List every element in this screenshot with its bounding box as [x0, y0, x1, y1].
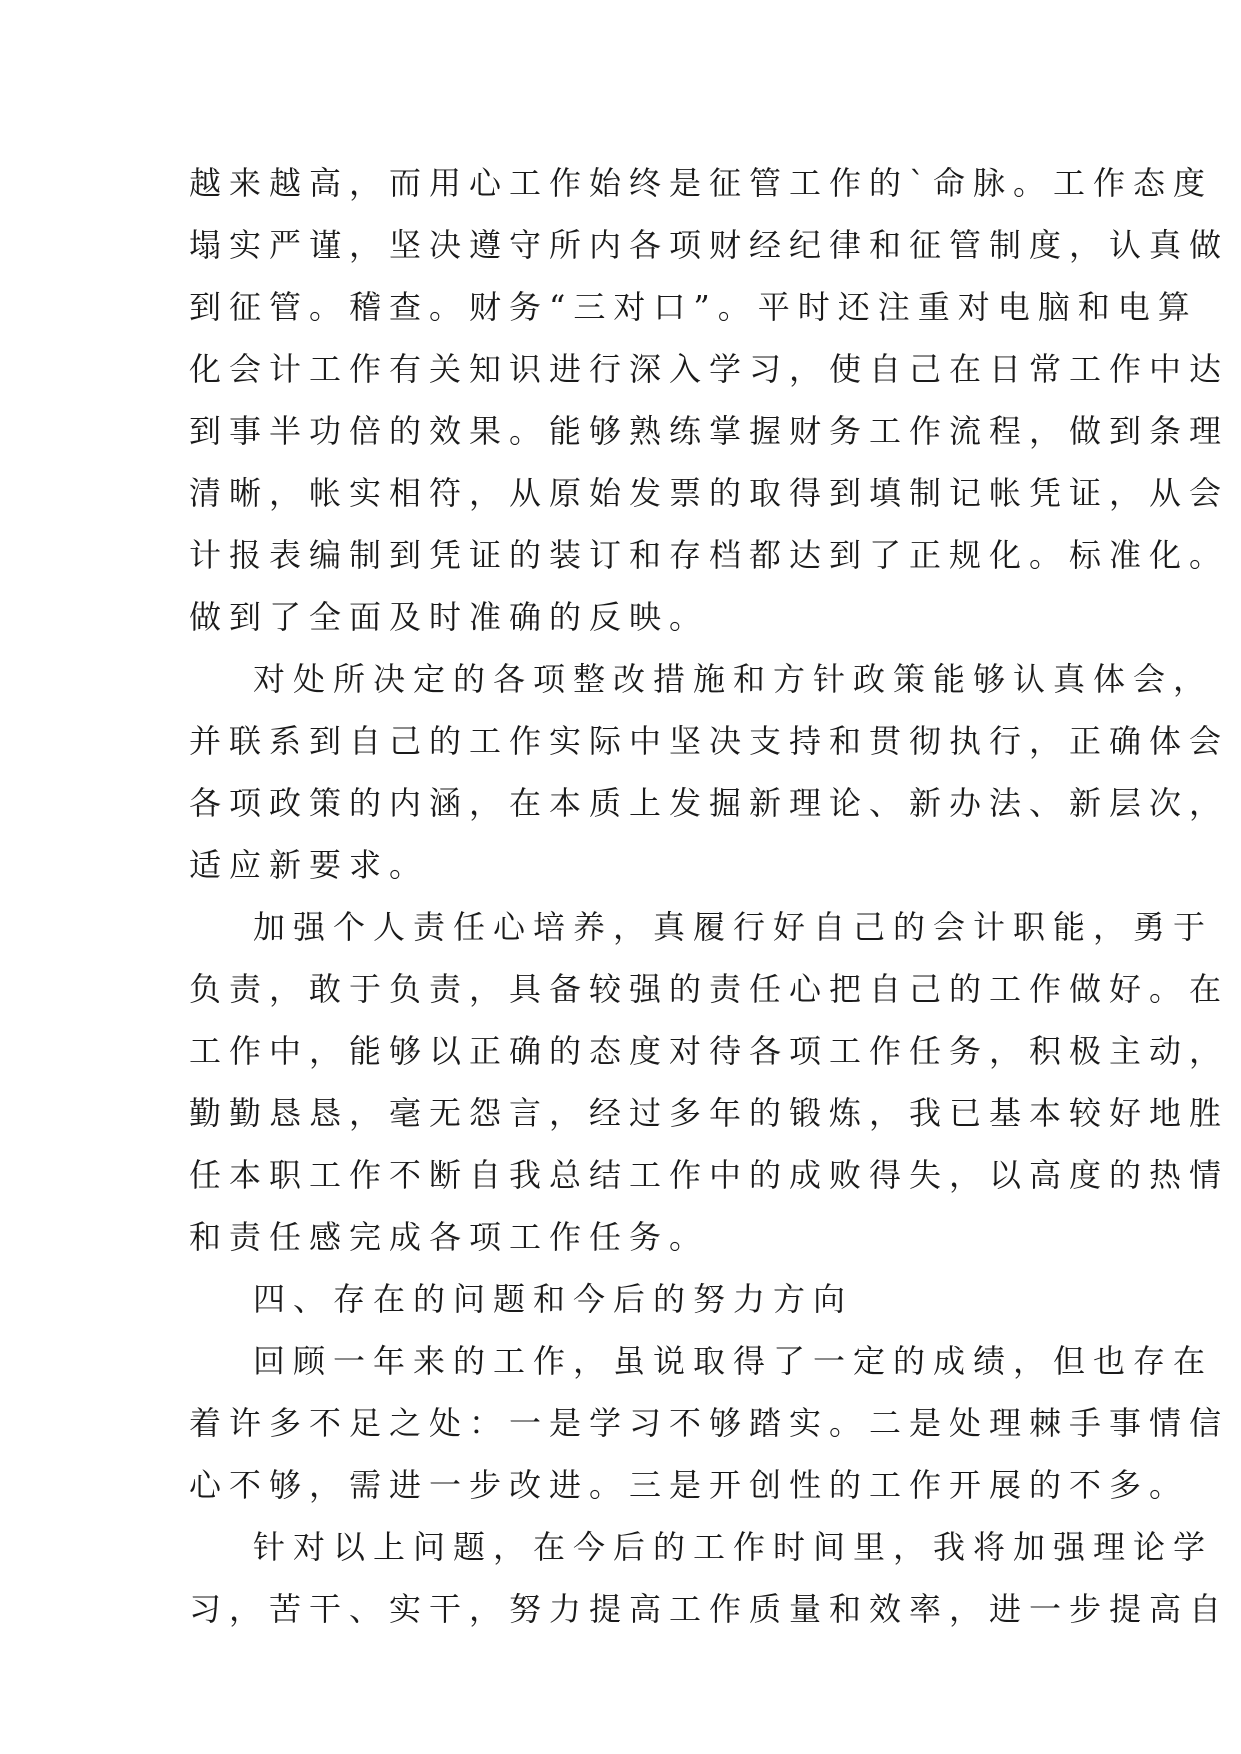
- text-line: 塌实严谨，坚决遵守所内各项财经纪律和征管制度，认真做: [189, 226, 1230, 264]
- text-line: 任本职工作不断自我总结工作中的成败得失，以高度的热情: [189, 1156, 1230, 1194]
- text-line: 着许多不足之处：一是学习不够踏实。二是处理棘手事情信: [189, 1404, 1230, 1442]
- text-line: 做到了全面及时准确的反映。: [189, 598, 710, 636]
- text-line: 化会计工作有关知识进行深入学习，使自己在日常工作中达: [189, 350, 1230, 388]
- document-body: [189, 152, 1230, 1640]
- text-line: 各项政策的内涵，在本质上发掘新理论、新办法、新层次，: [189, 784, 1230, 822]
- text-line: 心不够，需进一步改进。三是开创性的工作开展的不多。: [189, 1466, 1190, 1504]
- text-line: 工作中，能够以正确的态度对待各项工作任务，积极主动，: [189, 1032, 1230, 1070]
- text-line: 到事半功倍的效果。能够熟练掌握财务工作流程，做到条理: [189, 412, 1230, 450]
- text-line: 越来越高，而用心工作始终是征管工作的`命脉。工作态度: [189, 164, 1214, 202]
- paragraph-start-line: 对处所决定的各项整改措施和方针政策能够认真体会，: [253, 660, 1214, 698]
- text-line: 计报表编制到凭证的装订和存档都达到了正规化。标准化。: [189, 536, 1230, 574]
- text-line: 负责，敢于负责，具备较强的责任心把自己的工作做好。在: [189, 970, 1230, 1008]
- text-line: 和责任感完成各项工作任务。: [189, 1218, 710, 1256]
- text-line: 勤勤恳恳，毫无怨言，经过多年的锻炼，我已基本较好地胜: [189, 1094, 1230, 1132]
- paragraph-start-line: 针对以上问题，在今后的工作时间里，我将加强理论学: [253, 1528, 1214, 1566]
- text-line: 到征管。稽查。财务“三对口”。平时还注重对电脑和电算: [189, 288, 1198, 326]
- paragraph-start-line: 回顾一年来的工作，虽说取得了一定的成绩，但也存在: [253, 1342, 1214, 1380]
- text-line: 习，苦干、实干，努力提高工作质量和效率，进一步提高自: [189, 1590, 1230, 1628]
- section-heading: 四、存在的问题和今后的努力方向: [253, 1280, 854, 1318]
- text-line: 并联系到自己的工作实际中坚决支持和贯彻执行，正确体会: [189, 722, 1230, 760]
- paragraph-start-line: 加强个人责任心培养，真履行好自己的会计职能，勇于: [253, 908, 1214, 946]
- text-line: 适应新要求。: [189, 846, 430, 884]
- text-line: 清晰，帐实相符，从原始发票的取得到填制记帐凭证，从会: [189, 474, 1230, 512]
